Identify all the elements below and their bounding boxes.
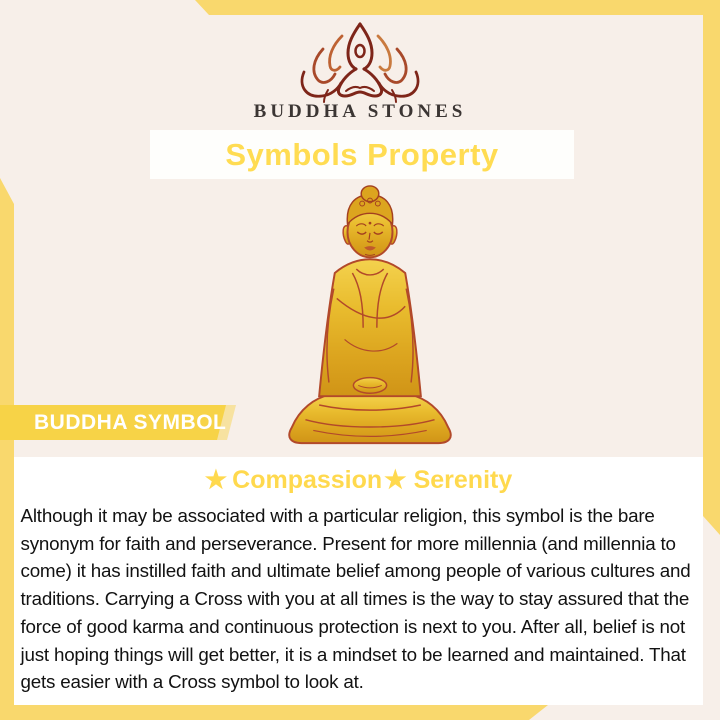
brand-name: BUDDHA STONES: [253, 101, 467, 122]
property-second: Serenity: [413, 466, 513, 494]
content-panel: [14, 457, 703, 705]
lotus-meditation-icon: [290, 20, 430, 109]
star-icon: ★: [204, 466, 228, 494]
description-paragraph: Although it may be associated with a particular religion, this symbol is the bare synonym for faith and perseverance. Present for more millennia (and millennia to come) it has instilled faith and ultimate belief among people of various cultures and traditions. Carrying a Cross with you at all times is the way to stay assured that the force of good karma and continuous protection is next to you. After all, belief is not just hoping things will get better, it is a mindset to be learned and maintained. That gets easier with a Cross symbol to look at.: [20, 505, 691, 693]
title-banner: [150, 130, 574, 179]
frame-bar-top: [0, 0, 720, 15]
frame-bar-left: [0, 178, 14, 720]
frame-bar-right: [703, 0, 720, 535]
property-first: Compassion: [232, 466, 383, 494]
badge-label: BUDDHA SYMBOL: [34, 411, 227, 434]
section-badge: [0, 405, 236, 440]
page-title: Symbols Property: [225, 136, 499, 172]
frame-bar-bottom: [0, 705, 548, 720]
star-icon: ★: [384, 466, 407, 494]
properties-heading: [14, 465, 703, 495]
buddha-statue-illustration: [272, 183, 468, 454]
